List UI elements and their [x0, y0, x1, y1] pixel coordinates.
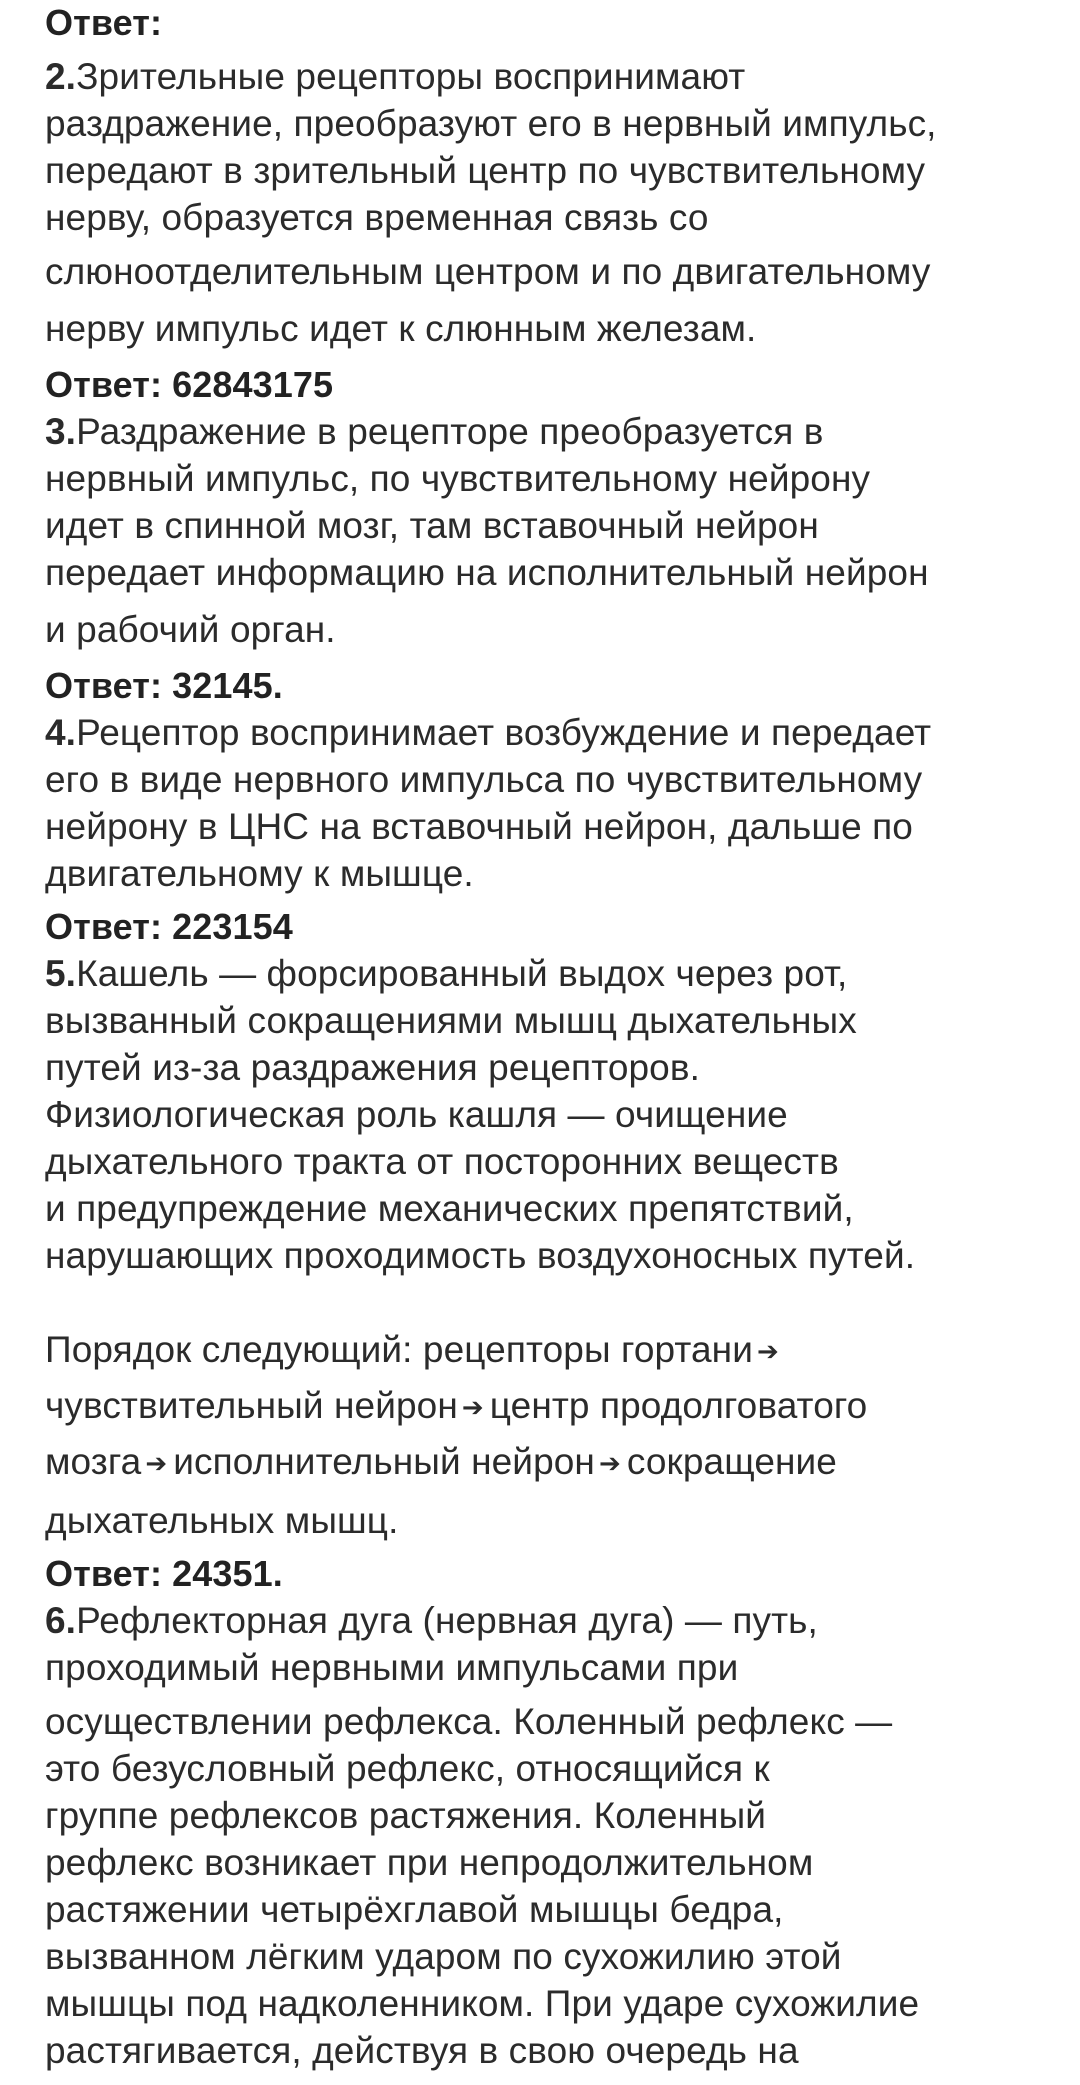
question-3: [45, 408, 1065, 709]
question-6-line-9: мышцы под надколенником. При ударе сухожилие: [45, 1983, 920, 2024]
question-2-line-1: 2.Зрительные рецепторы воспринимают: [45, 56, 746, 97]
question-4-number: 4.: [45, 712, 77, 753]
question-5-number: 5.: [45, 953, 77, 994]
question-2-line-5: слюноотделительным центром и по двигательному: [45, 251, 931, 292]
arrow-right-icon: ➔: [461, 1392, 484, 1422]
question-2-number: 2.: [45, 56, 77, 97]
question-5-order-line-4: дыхательных мышц.: [45, 1500, 399, 1541]
question-4-line-1: 4.Рецептор воспринимает возбуждение и передает: [45, 712, 932, 753]
question-5: [45, 950, 1065, 1597]
question-6-line-5: группе рефлексов растяжения. Коленный: [45, 1795, 767, 1836]
question-3-line-1: 3.Раздражение в рецепторе преобразуется в: [45, 411, 824, 452]
question-4-line-3: нейрону в ЦНС на вставочный нейрон, дальше по: [45, 806, 913, 847]
question-6-number: 6.: [45, 1600, 77, 1641]
question-5-line-5: дыхательного тракта от посторонних веществ: [45, 1141, 839, 1182]
question-2-line-2: раздражение, преобразуют его в нервный импульс,: [45, 103, 937, 144]
question-6-line-1: 6.Рефлекторная дуга (нервная дуга) — путь,: [45, 1600, 818, 1641]
section-header: Ответ:: [45, 2, 163, 43]
document-page: [45, 0, 1065, 2074]
arrow-right-icon: ➔: [145, 1448, 168, 1478]
question-5-line-2: вызванный сокращениями мышц дыхательных: [45, 1000, 857, 1041]
question-2-line-3: передают в зрительный центр по чувствительному: [45, 150, 926, 191]
arrow-right-icon: ➔: [756, 1336, 779, 1366]
question-5-line-4: Физиологическая роль кашля — очищение: [45, 1094, 788, 1135]
question-5-answer: Ответ: 24351.: [45, 1553, 283, 1594]
question-5-order-line-1: Порядок следующий: рецепторы гортани ➔: [45, 1326, 1065, 1375]
question-6: [45, 1597, 1065, 2074]
question-5-order-line-3: мозга ➔ исполнительный нейрон ➔ сокращение: [45, 1438, 1065, 1487]
question-4: [45, 709, 1065, 950]
question-2-line-4: нерву, образуется временная связь со: [45, 197, 709, 238]
question-4-answer: Ответ: 223154: [45, 906, 293, 947]
question-6-line-3: осуществлении рефлекса. Коленный рефлекс —: [45, 1701, 893, 1742]
question-3-answer: Ответ: 32145.: [45, 665, 283, 706]
question-2-line-6: нерву импульс идет к слюнным железам.: [45, 308, 757, 349]
question-3-line-3: идет в спинной мозг, там вставочный нейрон: [45, 505, 819, 546]
question-5-line-3: путей из-за раздражения рецепторов.: [45, 1047, 700, 1088]
question-6-line-7: растяжении четырёхглавой мышцы бедра,: [45, 1889, 784, 1930]
arrow-right-icon: ➔: [598, 1448, 621, 1478]
question-6-line-10: растягивается, действуя в свою очередь на: [45, 2030, 799, 2071]
question-5-line-7: нарушающих проходимость воздухоносных путей.: [45, 1235, 916, 1276]
question-2: [45, 53, 1065, 408]
question-4-line-2: его в виде нервного импульса по чувствительному: [45, 759, 923, 800]
question-6-line-6: рефлекс возникает при непродолжительном: [45, 1842, 814, 1883]
question-2-answer: Ответ: 62843175: [45, 364, 334, 405]
question-3-number: 3.: [45, 411, 77, 452]
question-5-line-1: 5.Кашель — форсированный выдох через рот,: [45, 953, 848, 994]
question-3-line-2: нервный импульс, по чувствительному нейрону: [45, 458, 871, 499]
question-6-line-4: это безусловный рефлекс, относящийся к: [45, 1748, 770, 1789]
question-4-line-4: двигательному к мышце.: [45, 853, 474, 894]
question-6-line-8: вызванном лёгким ударом по сухожилию этой: [45, 1936, 842, 1977]
question-5-line-6: и предупреждение механических препятствий,: [45, 1188, 854, 1229]
question-5-order-line-2: чувствительный нейрон ➔ центр продолговатого: [45, 1382, 1065, 1431]
question-6-line-2: проходимый нервными импульсами при: [45, 1647, 739, 1688]
question-3-line-4: передает информацию на исполнительный нейрон: [45, 552, 929, 593]
question-3-line-5: и рабочий орган.: [45, 609, 336, 650]
